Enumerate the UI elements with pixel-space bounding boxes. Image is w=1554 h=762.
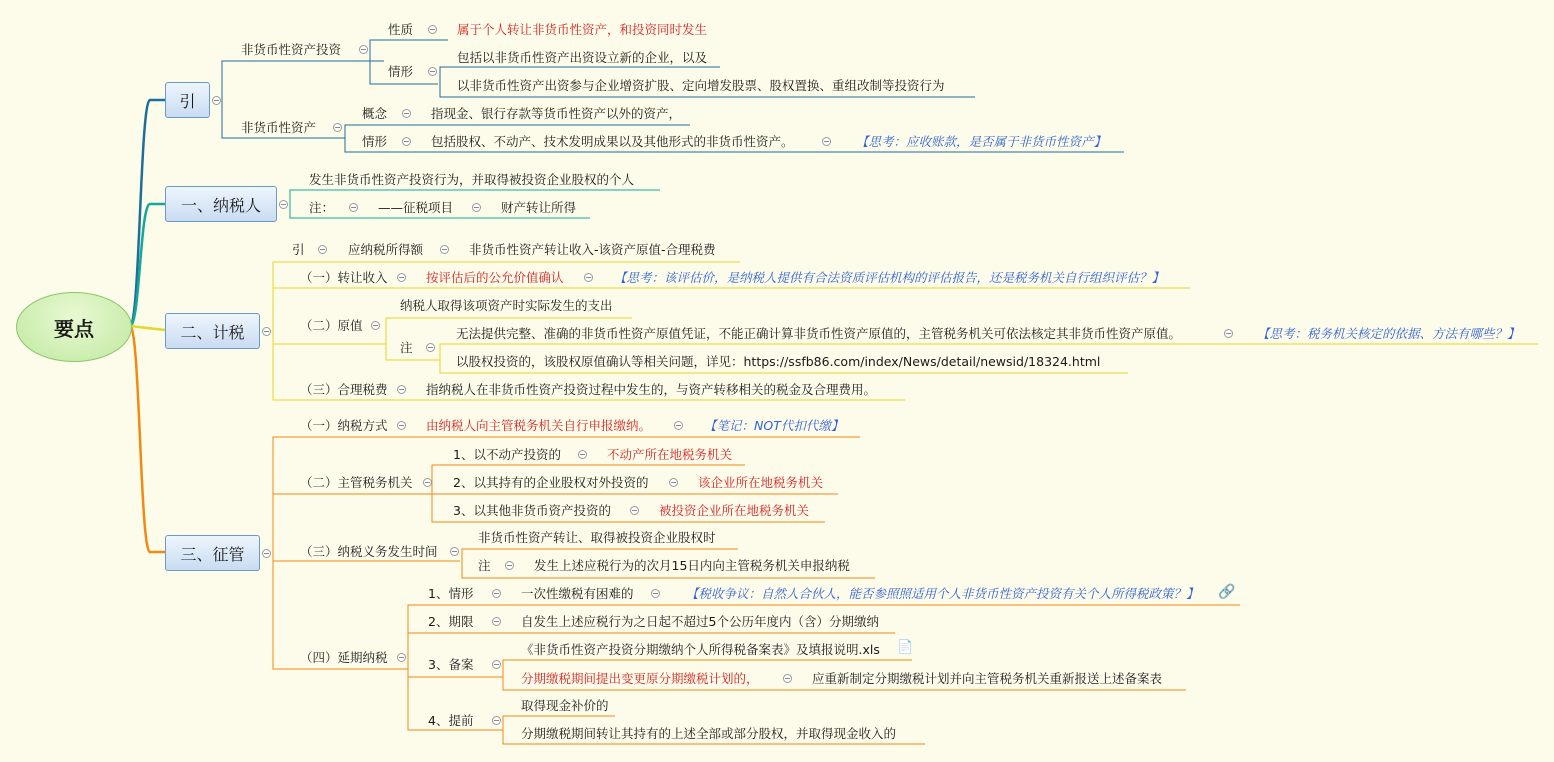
node-payment-method-note[interactable]: 【笔记：NOT代扣代缴】 <box>704 418 844 433</box>
node-defer-record-change[interactable]: 分期缴税期间提出变更原分期缴税计划的， <box>521 671 759 686</box>
collapse-toggle[interactable] <box>505 561 514 570</box>
collapse-toggle[interactable] <box>440 245 449 254</box>
node-defer-term-value[interactable]: 自发生上述应税行为之日起不超过5个公历年度内（含）分期缴纳 <box>521 614 879 629</box>
node-obligation-time-value[interactable]: 非货币性资产转让、取得被投资企业股权时 <box>478 530 716 545</box>
node-reasonable-fees-value[interactable]: 指纳税人在非货币性资产投资过程中发生的，与资产转移相关的税金及合理费用。 <box>426 382 877 397</box>
node-obligation-note[interactable]: 注 <box>478 558 491 573</box>
node-defer-record-change-value[interactable]: 应重新制定分期缴税计划并向主管税务机关重新报送上述备案表 <box>812 671 1163 686</box>
branch-taxpayer[interactable]: 一、纳税人 <box>165 186 277 222</box>
node-authority-2[interactable]: 2、以其持有的企业股权对外投资的 <box>453 475 649 490</box>
collapse-toggle[interactable] <box>492 617 501 626</box>
node-concept-value[interactable]: 指现金、银行存款等货币性资产以外的资产， <box>431 106 682 121</box>
node-deferred-payment[interactable]: （四）延期纳税 <box>300 650 388 665</box>
collapse-toggle[interactable] <box>397 421 406 430</box>
node-defer-early-line1[interactable]: 取得现金补价的 <box>521 698 609 713</box>
collapse-toggle[interactable] <box>349 203 358 212</box>
collapse-toggle[interactable] <box>397 385 406 394</box>
collapse-toggle[interactable] <box>371 321 380 330</box>
node-original-note[interactable]: 注 <box>400 340 413 355</box>
root-node[interactable]: 要点 <box>16 292 132 362</box>
node-original-note-line1[interactable]: 无法提供完整、准确的非货币性资产原值凭证，不能正确计算非货币性资产原值的，主管税务机关可依法核定其非货币性资产原值。 <box>456 326 1182 341</box>
node-taxable-income[interactable]: 应纳税所得额 <box>348 242 424 257</box>
collapse-toggle[interactable] <box>397 653 406 662</box>
collapse-toggle[interactable] <box>630 506 639 515</box>
node-payment-method[interactable]: （一）纳税方式 <box>300 418 388 433</box>
node-asset-case[interactable]: 情形 <box>362 134 388 149</box>
attachment-icon[interactable]: 📄 <box>897 640 914 655</box>
node-taxpayer-desc[interactable]: 发生非货币性资产投资行为，并取得被投资企业股权的个人 <box>309 172 635 187</box>
node-payment-method-value[interactable]: 由纳税人向主管税务机关自行申报缴纳。 <box>426 418 652 433</box>
node-transfer-income[interactable]: （一）转让收入 <box>300 270 388 285</box>
collapse-toggle[interactable] <box>212 96 221 105</box>
node-reasonable-fees[interactable]: （三）合理税费 <box>300 382 388 397</box>
collapse-toggle[interactable] <box>262 549 271 558</box>
collapse-toggle[interactable] <box>472 203 481 212</box>
node-original-note-line2[interactable]: 以股权投资的，该股权原值确认等相关问题，详见：https://ssfb86.com/index/News/detail/newsid/18324.html <box>456 354 1101 369</box>
node-defer-case-note[interactable]: 【税收争议：自然人合伙人，能否参照照适用个人非货币性资产投资有关个人所得税政策？】 <box>686 586 1199 601</box>
branch-intro[interactable]: 引 <box>165 82 210 118</box>
branch-admin[interactable]: 三、征管 <box>165 535 260 571</box>
node-authority-1-value[interactable]: 不动产所在地税务机关 <box>607 447 733 462</box>
collapse-toggle[interactable] <box>279 200 288 209</box>
collapse-toggle[interactable] <box>426 343 435 352</box>
node-defer-early[interactable]: 4、提前 <box>428 713 474 728</box>
node-authority-3-value[interactable]: 被投资企业所在地税务机关 <box>659 503 810 518</box>
node-case-line2[interactable]: 以非货币性资产出资参与企业增资扩股、定向增发股票、股权置换、重组改制等投资行为 <box>457 78 945 93</box>
node-taxpayer-value[interactable]: 财产转让所得 <box>501 200 577 215</box>
collapse-toggle[interactable] <box>783 674 792 683</box>
collapse-toggle[interactable] <box>450 547 459 556</box>
node-defer-case-value[interactable]: 一次性缴税有困难的 <box>521 586 634 601</box>
node-original-value-desc[interactable]: 纳税人取得该项资产时实际发生的支出 <box>400 298 613 313</box>
collapse-toggle[interactable] <box>333 123 342 132</box>
node-original-value[interactable]: （二）原值 <box>300 318 363 333</box>
node-original-note-think[interactable]: 【思考：税务机关核定的依据、方法有哪些？】 <box>1257 326 1520 341</box>
node-transfer-income-value[interactable]: 按评估后的公允价值确认 <box>426 270 564 285</box>
node-nature-value[interactable]: 属于个人转让非货币性资产，和投资同时发生 <box>457 22 708 37</box>
node-authority-2-value[interactable]: 该企业所在地税务机关 <box>698 475 824 490</box>
node-defer-early-line2[interactable]: 分期缴税期间转让其持有的上述全部或部分股权，并取得现金收入的 <box>521 726 897 741</box>
node-obligation-note-value[interactable]: 发生上述应税行为的次月15日内向主管税务机关申报纳税 <box>534 558 850 573</box>
node-noncash-asset[interactable]: 非货币性资产 <box>241 120 317 135</box>
node-authority-1[interactable]: 1、以不动产投资的 <box>453 447 561 462</box>
link-icon[interactable]: 🔗 <box>1218 584 1236 600</box>
collapse-toggle[interactable] <box>822 137 831 146</box>
collapse-toggle[interactable] <box>428 67 437 76</box>
collapse-toggle[interactable] <box>492 716 501 725</box>
collapse-toggle[interactable] <box>669 478 678 487</box>
node-taxpayer-item[interactable]: ——征税项目 <box>378 200 454 215</box>
node-calc-intro[interactable]: 引 <box>292 242 305 257</box>
collapse-toggle[interactable] <box>262 327 271 336</box>
collapse-toggle[interactable] <box>492 660 501 669</box>
collapse-toggle[interactable] <box>402 109 411 118</box>
collapse-toggle[interactable] <box>1224 329 1233 338</box>
node-taxable-formula[interactable]: 非货币性资产转让收入-该资产原值-合理税费 <box>469 242 716 257</box>
branch-calc[interactable]: 二、计税 <box>165 313 260 349</box>
node-concept[interactable]: 概念 <box>362 106 388 121</box>
node-case-line1[interactable]: 包括以非货币性资产出资设立新的企业，以及 <box>457 50 708 65</box>
collapse-toggle[interactable] <box>578 450 587 459</box>
node-transfer-income-note[interactable]: 【思考：该评估价，是纳税人提供有合法资质评估机构的评估报告，还是税务机关自行组织评估？】 <box>614 270 1165 285</box>
node-obligation-time[interactable]: （三）纳税义务发生时间 <box>300 544 438 559</box>
node-nature[interactable]: 性质 <box>388 22 414 37</box>
node-defer-record-file[interactable]: 《非货币性资产投资分期缴纳个人所得税备案表》及填报说明.xls <box>521 642 880 657</box>
collapse-toggle[interactable] <box>318 245 327 254</box>
collapse-toggle[interactable] <box>651 589 660 598</box>
collapse-toggle[interactable] <box>492 589 501 598</box>
collapse-toggle[interactable] <box>397 273 406 282</box>
node-asset-case-note[interactable]: 【思考：应收账款，是否属于非货币性资产】 <box>856 134 1107 149</box>
node-tax-authority[interactable]: （二）主管税务机关 <box>300 475 413 490</box>
collapse-toggle[interactable] <box>359 45 368 54</box>
node-authority-3[interactable]: 3、以其他非货币资产投资的 <box>453 503 611 518</box>
node-defer-record[interactable]: 3、备案 <box>428 657 474 672</box>
node-defer-term[interactable]: 2、期限 <box>428 614 474 629</box>
node-asset-case-value[interactable]: 包括股权、不动产、技术发明成果以及其他形式的非货币性资产。 <box>431 134 794 149</box>
collapse-toggle[interactable] <box>584 273 593 282</box>
node-noncash-investment[interactable]: 非货币性资产投资 <box>241 42 342 57</box>
collapse-toggle[interactable] <box>423 478 432 487</box>
node-defer-case[interactable]: 1、情形 <box>428 586 474 601</box>
node-case[interactable]: 情形 <box>388 64 414 79</box>
collapse-toggle[interactable] <box>402 137 411 146</box>
collapse-toggle[interactable] <box>674 421 683 430</box>
collapse-toggle[interactable] <box>428 25 437 34</box>
node-taxpayer-note[interactable]: 注： <box>309 200 335 215</box>
